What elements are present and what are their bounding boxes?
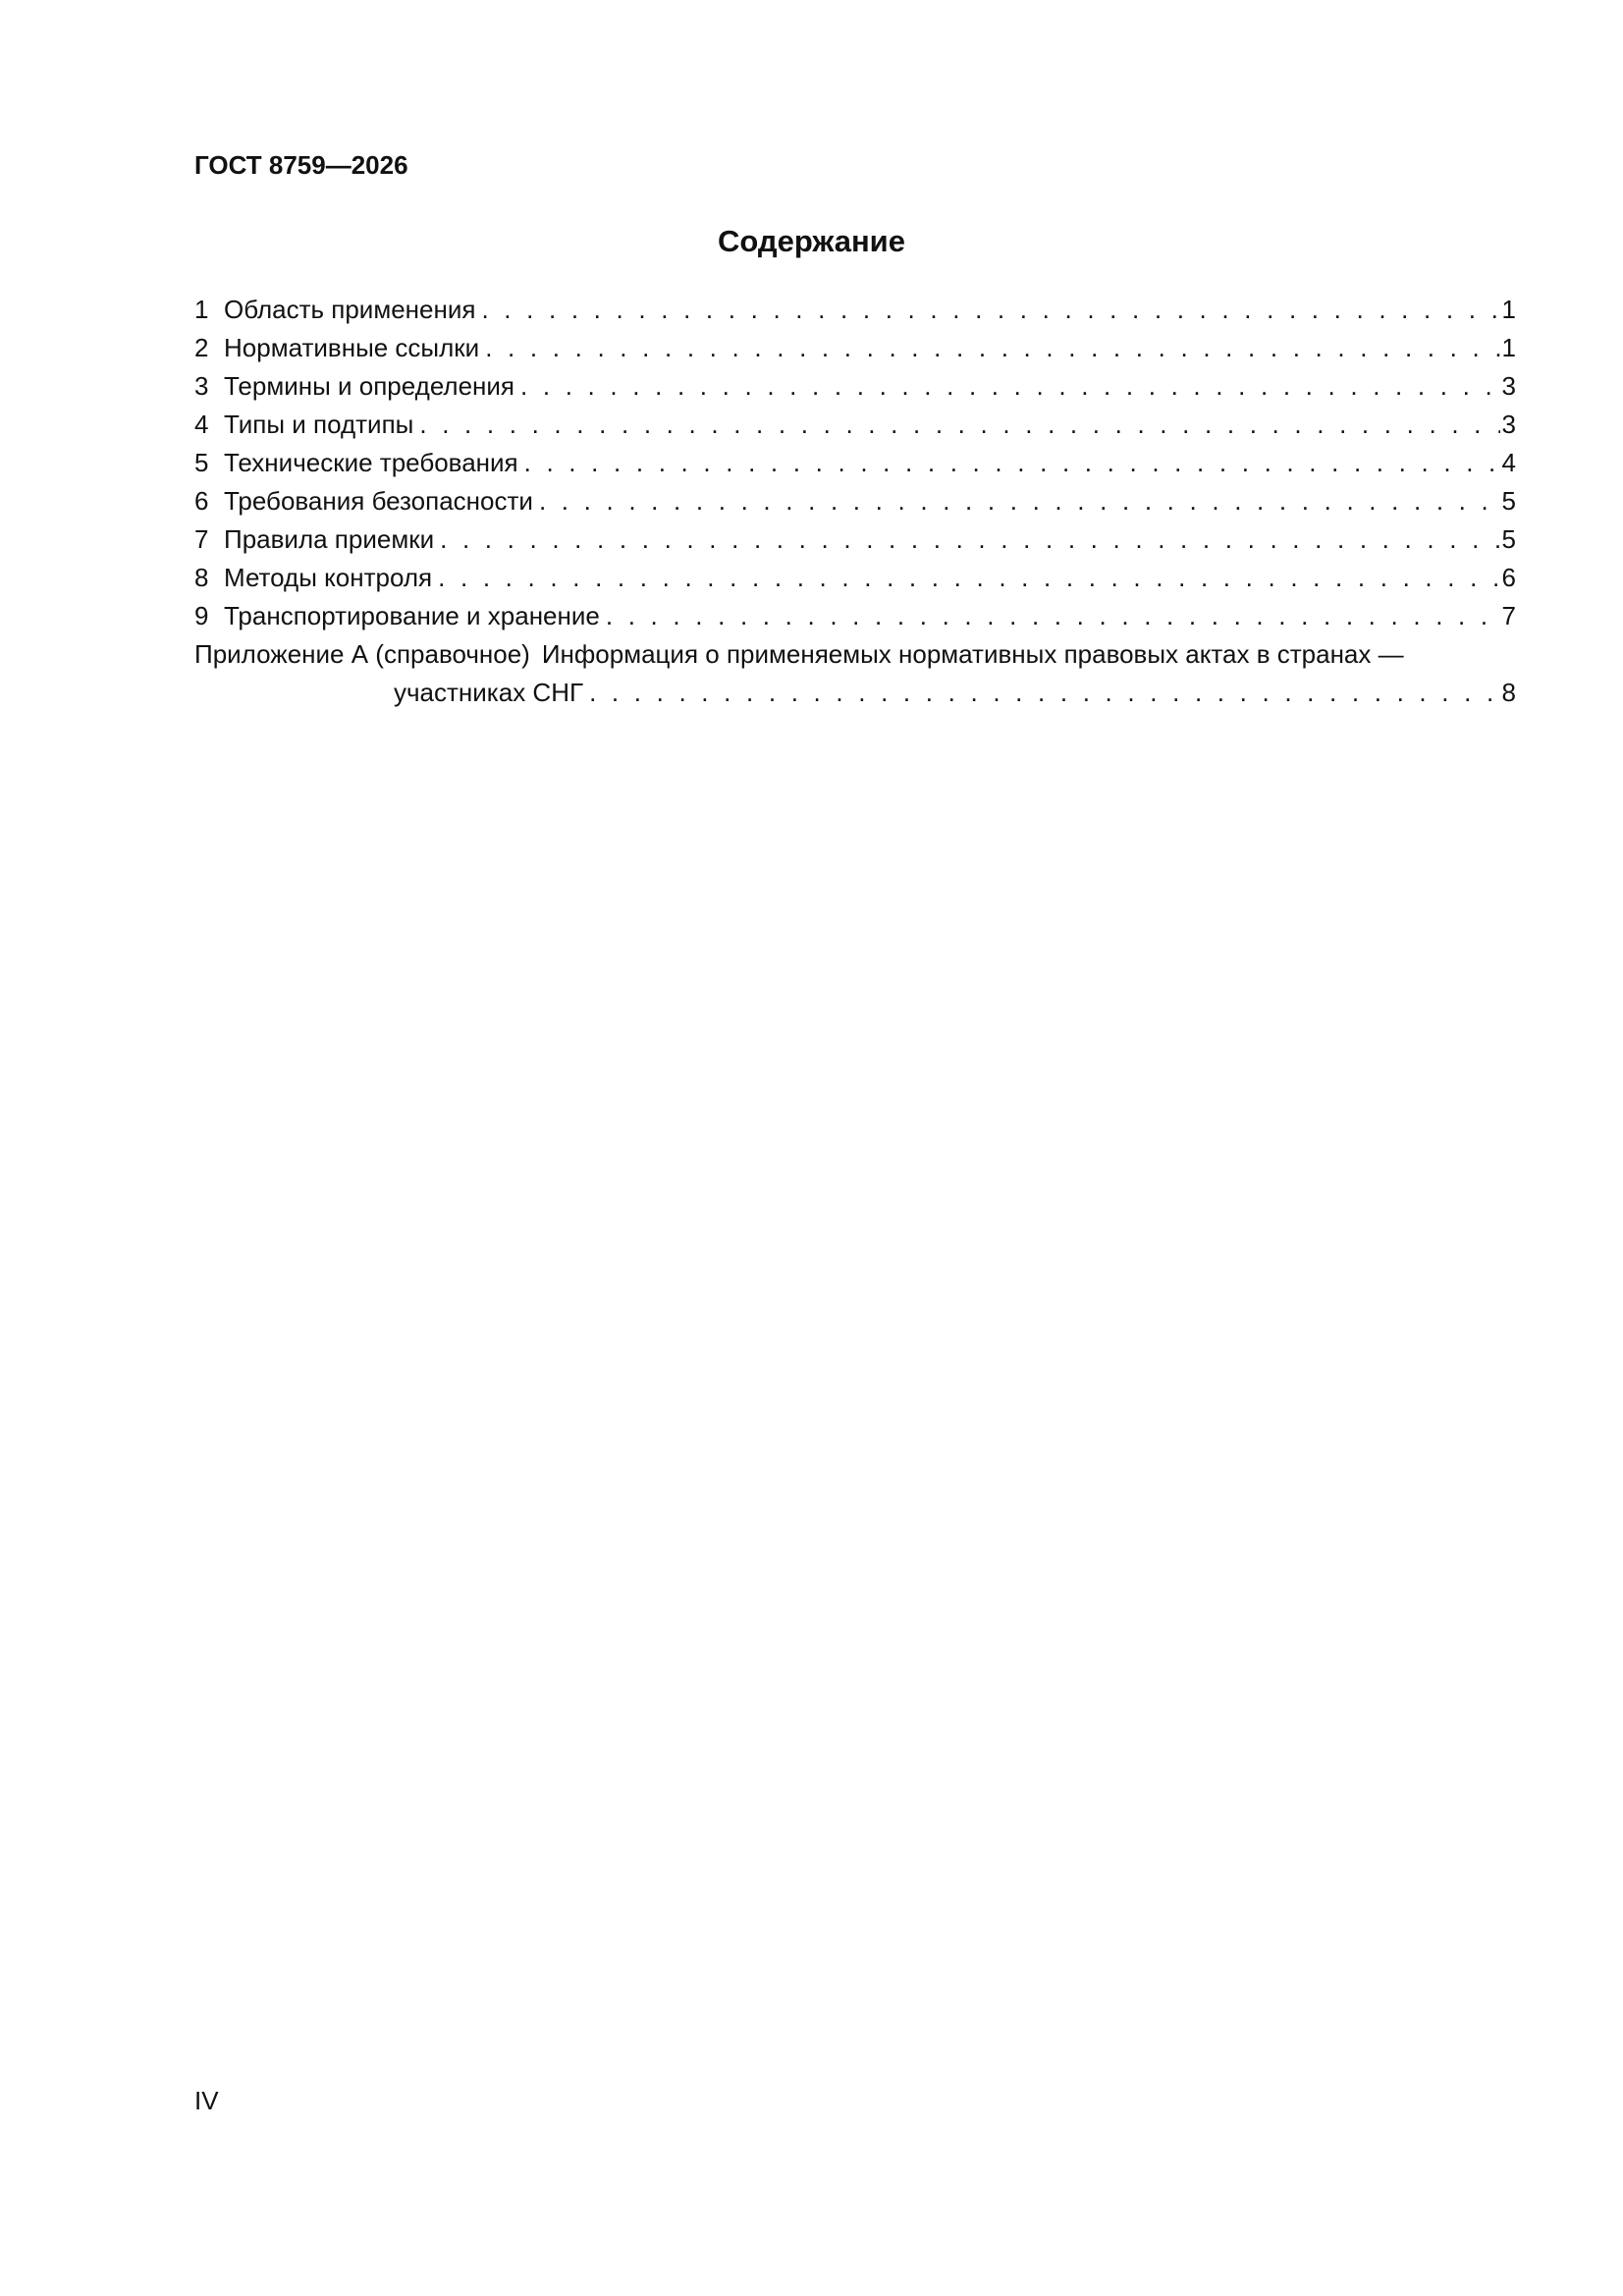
toc-entry[interactable]: [194, 329, 1516, 367]
document-code: ГОСТ 8759—2026: [194, 150, 408, 180]
toc-leader-dots: [520, 367, 1500, 406]
appendix-label: Приложение А (справочное): [194, 639, 530, 669]
appendix-title-line-1: Информация о применяемых нормативных правовых актах в странах —: [541, 639, 1404, 669]
appendix-page: 8: [1501, 678, 1516, 707]
toc-entry[interactable]: [194, 482, 1516, 520]
toc-entry-number: 5: [194, 448, 209, 477]
toc-entry-number: 3: [194, 371, 209, 401]
toc-appendix-entry[interactable]: [194, 635, 1516, 674]
toc-entry-title: Нормативные ссылки: [224, 333, 480, 362]
toc-leader-dots: [524, 444, 1500, 482]
page-number: IV: [194, 2086, 219, 2115]
toc-entry-page: 5: [1501, 524, 1516, 554]
toc-entry-page: 3: [1501, 371, 1516, 401]
toc-entry-title: Правила приемки: [224, 524, 435, 554]
toc-entry-title: Типы и подтипы: [224, 410, 414, 439]
toc-entry-number: 8: [194, 563, 209, 592]
toc-entry-page: 6: [1501, 563, 1516, 592]
table-of-contents: [194, 291, 1516, 712]
toc-entry[interactable]: [194, 367, 1516, 406]
toc-title: Содержание: [718, 224, 905, 258]
toc-entry-number: 6: [194, 486, 209, 516]
toc-entry-page: 1: [1501, 295, 1516, 324]
toc-entry-page: 7: [1501, 601, 1516, 630]
toc-entry-page: 4: [1501, 448, 1516, 477]
toc-entry-page: 5: [1501, 486, 1516, 516]
toc-entry-page: 1: [1501, 333, 1516, 362]
toc-entry-title: Требования безопасности: [224, 486, 533, 516]
toc-leader-dots: [440, 520, 1499, 559]
toc-entry-title: Термины и определения: [224, 371, 515, 401]
toc-entry[interactable]: [194, 597, 1516, 635]
toc-entry-number: 9: [194, 601, 209, 630]
toc-entry-number: 7: [194, 524, 209, 554]
toc-entry-title: Методы контроля: [224, 563, 433, 592]
toc-entry[interactable]: [194, 406, 1516, 444]
toc-entry[interactable]: [194, 520, 1516, 559]
toc-leader-dots: [438, 559, 1499, 597]
toc-entry-title: Транспортирование и хранение: [224, 601, 600, 630]
toc-entry-number: 1: [194, 295, 209, 324]
appendix-title-line-2: участниках СНГ: [394, 678, 584, 707]
toc-leader-dots: [481, 291, 1499, 329]
toc-entry-number: 4: [194, 410, 209, 439]
toc-entry-title: Технические требования: [224, 448, 518, 477]
toc-leader-dots: [589, 674, 1499, 712]
toc-appendix-entry-continued[interactable]: [194, 674, 1516, 712]
toc-entry[interactable]: [194, 291, 1516, 329]
toc-entry-title: Область применения: [224, 295, 476, 324]
toc-entry[interactable]: [194, 444, 1516, 482]
toc-leader-dots: [419, 406, 1499, 444]
toc-leader-dots: [606, 597, 1500, 635]
toc-entry-number: 2: [194, 333, 209, 362]
toc-leader-dots: [539, 482, 1500, 520]
toc-entry-page: 3: [1501, 410, 1516, 439]
toc-leader-dots: [485, 329, 1499, 367]
toc-entry[interactable]: [194, 559, 1516, 597]
